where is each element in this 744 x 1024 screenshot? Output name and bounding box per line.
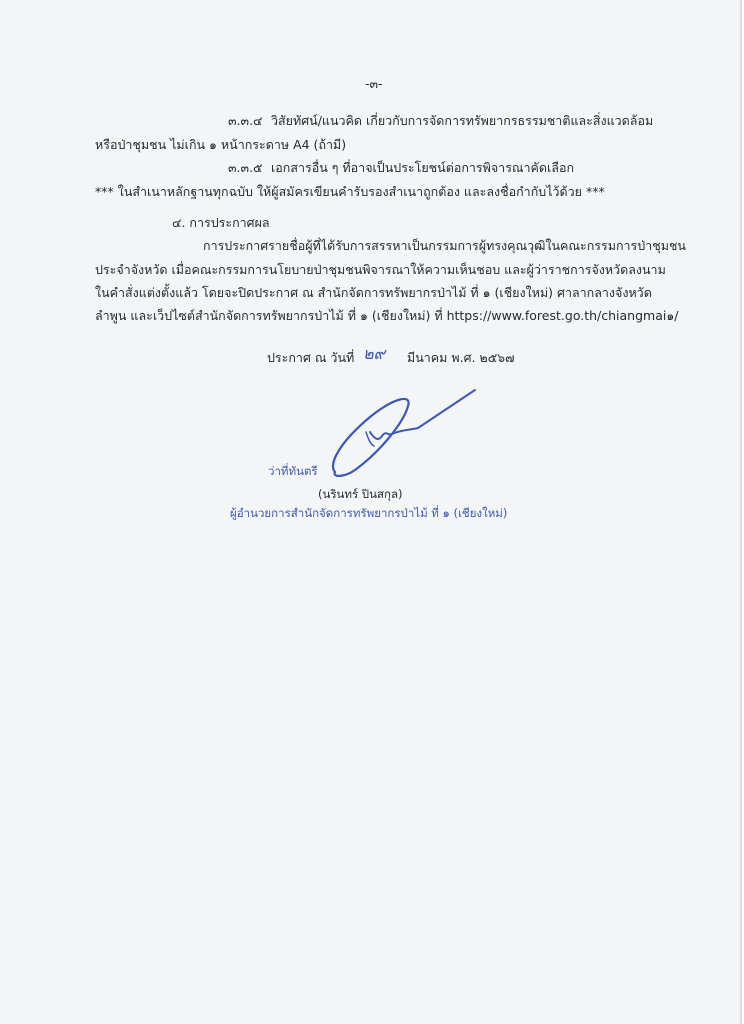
acting-rank-note: ว่าที่ทันตรี (268, 464, 318, 478)
item-text: วิสัยทัศน์/แนวคิด เกี่ยวกับการจัดการทรัพยากรธรรมชาติและสิ่งแวดล้อม (271, 113, 654, 128)
paragraph-line: การประกาศรายชื่อผู้ที่ได้รับการสรรหาเป็นกรรมการผู้ทรงคุณวุฒิในคณะกรรมการป่าชุมชน (203, 238, 686, 253)
page-number: -๓- (365, 76, 383, 91)
announce-month-year: มีนาคม พ.ศ. ๒๕๖๗ (407, 350, 515, 365)
signature-image (300, 372, 490, 492)
signatory-name: (นรินทร์ ปินสกุล) (318, 487, 403, 501)
copy-certification-note: *** ในสำเนาหลักฐานทุกฉบับ ให้ผู้สมัครเขียนคำรับรองสำเนาถูกต้อง และลงชื่อกำกับไว้ด้วย *** (95, 184, 605, 199)
item-text: เอกสารอื่น ๆ ที่อาจเป็นประโยชน์ต่อการพิจารณาคัดเลือก (271, 160, 575, 175)
item-text-continued: หรือป่าชุมชน ไม่เกิน ๑ หน้ากระดาษ A4 (ถ้ามี) (95, 137, 347, 152)
announce-date-label: ประกาศ ณ วันที่ (267, 350, 355, 365)
item-number: ๓.๓.๕ (228, 160, 263, 175)
signatory-position: ผู้อำนวยการสำนักจัดการทรัพยากรป่าไม้ ที่ ๑ (เชียงใหม่) (230, 506, 508, 520)
section-heading: ๔. การประกาศผล (172, 215, 270, 230)
paragraph-line: ประจำจังหวัด เมื่อคณะกรรมการนโยบายป่าชุมชนพิจารณาให้ความเห็นชอบ และผู้ว่าราชการจังหวัดลงนาม (95, 262, 666, 277)
paragraph-line: ลำพูน และเว็ปไซต์สำนักจัดการทรัพยากรป่าไม้ ที่ ๑ (เชียงใหม่) ที่ https://www.forest.go.th/chiangmai๑/ (95, 308, 679, 323)
paragraph-line: ในคำสั่งแต่งตั้งแล้ว โดยจะปิดประกาศ ณ สำนักจัดการทรัพยากรป่าไม้ ที่ ๑ (เชียงใหม่) ศาลากลางจังหวัด (95, 285, 652, 300)
item-number: ๓.๓.๔ (228, 113, 263, 128)
announce-day: ๒๙ (363, 344, 386, 363)
